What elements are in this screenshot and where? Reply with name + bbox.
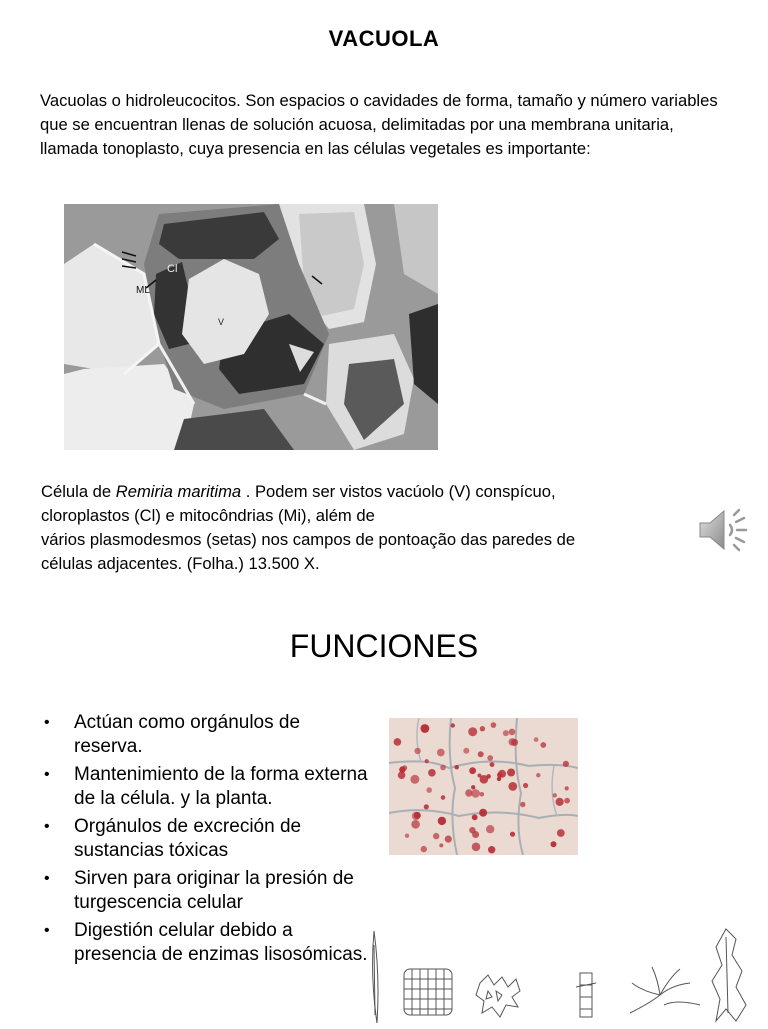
label-cl: Cl <box>167 263 178 275</box>
list-item-text: Digestión celular debido a presencia de enzimas lisosómicas. <box>74 920 368 965</box>
speaker-icon[interactable] <box>696 503 750 557</box>
list-item <box>40 815 370 863</box>
caption-species: Remiria maritima <box>115 482 242 501</box>
list-item-text: Actúan como orgánulos de reserva. <box>74 712 301 757</box>
caption-line4: células adjacentes. (Folha.) 13.500 X. <box>41 554 320 573</box>
list-item <box>40 919 370 967</box>
caption-line1-rest: . Podem ser vistos vacúolo (V) conspícuo, <box>241 482 556 501</box>
bullet-glyph: • <box>44 922 50 939</box>
figure-caption <box>41 480 691 576</box>
cell-micrograph <box>64 204 438 450</box>
list-item-text: Mantenimiento de la forma externa de la célula. y la planta. <box>74 764 368 809</box>
list-item-text: Orgánulos de excreción de sustancias tóxicas <box>74 816 302 861</box>
list-item <box>40 763 370 811</box>
list-item <box>40 711 370 759</box>
intro-paragraph: Vacuolas o hidroleucocitos. Son espacios o cavidades de forma, tamaño y número variables que se encuentran llenas de solución acuosa, delimitadas por una membrana unitaria, llamada tonoplasto, cuya presencia en las células vegetales es importante: <box>40 91 718 158</box>
label-v: V <box>218 317 225 327</box>
micrograph-drawing <box>64 204 438 450</box>
page-title: VACUOLA <box>328 26 440 51</box>
caption-line3: vários plasmodesmos (setas) nos campos de pontoação das paredes de <box>41 530 576 549</box>
stained-cells-photo <box>389 718 578 855</box>
bullet-glyph: • <box>44 870 50 887</box>
functions-list <box>40 711 370 971</box>
botanical-sketches <box>360 925 760 1024</box>
bullet-glyph: • <box>44 714 50 731</box>
bullet-glyph: • <box>44 766 50 783</box>
caption-prefix: Célula de <box>41 482 116 501</box>
caption-line2: cloroplastos (Cl) e mitocôndrias (Mi), além de <box>41 506 375 525</box>
list-item <box>40 867 370 915</box>
label-ml: ML <box>136 285 150 296</box>
section-title: FUNCIONES <box>289 628 479 664</box>
bullet-glyph: • <box>44 818 50 835</box>
list-item-text: Sirven para originar la presión de turgescencia celular <box>74 868 354 913</box>
